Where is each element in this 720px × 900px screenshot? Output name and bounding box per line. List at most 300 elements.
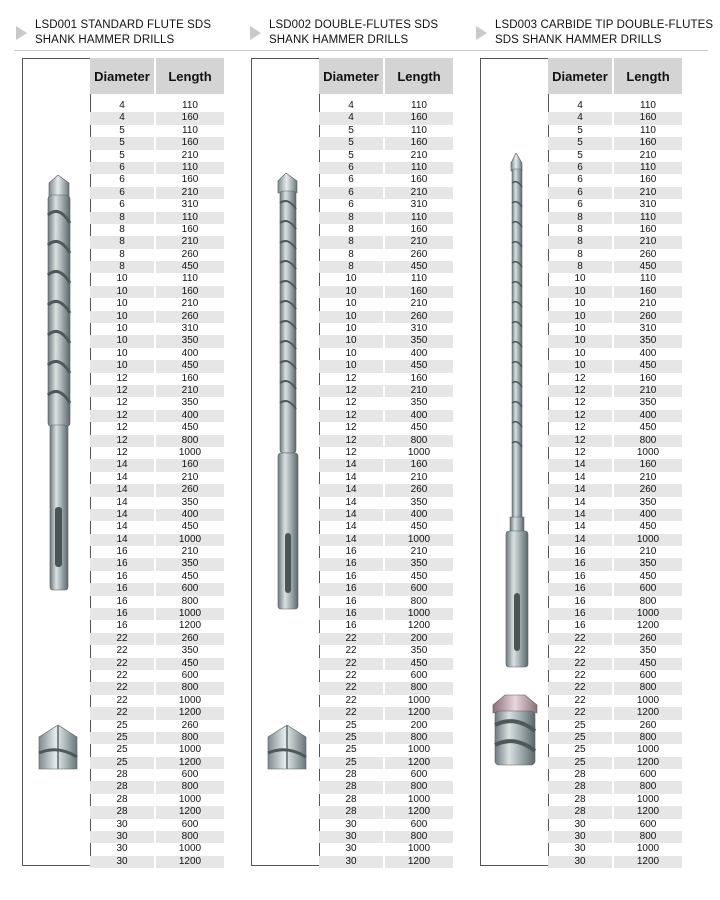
length-cell: 350: [181, 496, 199, 508]
table-row: [548, 422, 682, 434]
length-cell: 1000: [614, 534, 682, 546]
title-line-1: LSD001 STANDARD FLUTE SDS: [35, 19, 212, 31]
table-row: [548, 447, 682, 459]
table-row: [319, 658, 453, 670]
length-cell: 200: [385, 633, 453, 645]
length-cell: 450: [639, 521, 657, 533]
diameter-cell: 14: [574, 471, 586, 483]
diameter-cell: 25: [116, 719, 128, 731]
diameter-cell: 16: [90, 608, 154, 620]
length-cell: 210: [385, 187, 453, 199]
diameter-cell: 10: [90, 286, 154, 298]
diameter-cell: 5: [119, 149, 125, 161]
length-cell: 400: [156, 509, 224, 521]
diameter-cell: 22: [116, 669, 128, 681]
diameter-cell: 6: [548, 162, 612, 174]
length-cell: 210: [181, 471, 199, 483]
length-cell: 1200: [614, 806, 682, 818]
table-row: [548, 373, 682, 385]
length-cell: 600: [410, 818, 428, 830]
table-row: [548, 273, 682, 285]
diameter-cell: 16: [548, 583, 612, 595]
length-cell: 800: [614, 781, 682, 793]
diameter-cell: 5: [577, 149, 583, 161]
diameter-cell: 8: [90, 236, 154, 248]
length-cell: 310: [639, 323, 657, 335]
diameter-cell: 25: [345, 719, 357, 731]
diameter-cell: 4: [348, 100, 354, 111]
table-row: [548, 360, 682, 372]
diameter-cell: 10: [548, 335, 612, 347]
table-row: [90, 447, 224, 459]
length-cell: 800: [181, 595, 199, 607]
diameter-cell: 10: [319, 335, 383, 347]
table-row: [90, 249, 224, 261]
length-cell: 210: [410, 546, 428, 558]
triangle-bullet-icon: [476, 26, 487, 40]
table-row: [548, 546, 682, 558]
table-row: [548, 658, 682, 670]
length-cell: 800: [156, 781, 224, 793]
length-cell: 210: [410, 298, 428, 310]
diameter-cell: 28: [90, 806, 154, 818]
diameter-cell: 16: [116, 570, 128, 582]
table-row: [548, 385, 682, 397]
table-row: [319, 435, 453, 447]
table-row: [90, 732, 224, 744]
table-body: [90, 100, 224, 868]
length-cell: 600: [639, 669, 657, 681]
title-text: [269, 18, 438, 48]
diameter-cell: 12: [345, 372, 357, 384]
length-cell: 600: [385, 583, 453, 595]
table-row: [319, 459, 453, 471]
length-cell: 110: [640, 124, 656, 136]
table-row: [90, 459, 224, 471]
diameter-cell: 10: [574, 273, 586, 285]
table-row: [90, 125, 224, 137]
length-cell: 1000: [636, 744, 660, 756]
table-row: [319, 298, 453, 310]
length-cell: 310: [410, 323, 428, 335]
length-cell: 1200: [385, 856, 453, 868]
length-cell: 210: [639, 298, 657, 310]
diameter-cell: 22: [116, 645, 128, 657]
diameter-cell: 30: [116, 843, 128, 855]
length-cell: 1000: [636, 843, 660, 855]
drill-tip-closeup-image: [35, 723, 81, 773]
length-cell: 210: [181, 298, 199, 310]
table-row: [90, 583, 224, 595]
length-cell: 260: [181, 248, 199, 260]
table-row: [548, 509, 682, 521]
diameter-cell: 8: [577, 223, 583, 235]
table-row: [319, 472, 453, 484]
diameter-cell: 12: [574, 422, 586, 434]
table-row: [548, 757, 682, 769]
table-row: [319, 249, 453, 261]
table-row: [90, 385, 224, 397]
diameter-cell: 14: [345, 471, 357, 483]
table-row: [319, 311, 453, 323]
table-row: [90, 410, 224, 422]
length-cell: 400: [156, 410, 224, 422]
length-cell: 450: [410, 570, 428, 582]
diameter-cell: 16: [345, 595, 357, 607]
header-diameter: Diameter: [319, 58, 383, 94]
table-row: [548, 162, 682, 174]
length-cell: 600: [181, 818, 199, 830]
length-cell: 450: [156, 360, 224, 372]
diameter-cell: 14: [319, 509, 383, 521]
diameter-cell: 10: [90, 311, 154, 323]
header-length: Length: [156, 58, 224, 94]
length-cell: 1200: [178, 620, 202, 632]
diameter-cell: 8: [548, 261, 612, 273]
table-row: [548, 732, 682, 744]
table-row: [319, 781, 453, 793]
table-row: [548, 435, 682, 447]
diameter-cell: 10: [319, 311, 383, 323]
diameter-cell: 6: [348, 199, 354, 211]
diameter-cell: 25: [319, 732, 383, 744]
diameter-cell: 5: [90, 137, 154, 149]
diameter-cell: 4: [577, 100, 583, 111]
table-row: [319, 422, 453, 434]
length-cell: 260: [410, 248, 428, 260]
length-cell: 1000: [156, 534, 224, 546]
title-line-1: LSD002 DOUBLE-FLUTES SDS: [269, 19, 439, 31]
triangle-bullet-icon: [250, 26, 261, 40]
diameter-cell: 25: [90, 757, 154, 769]
table-row: [548, 720, 682, 732]
length-cell: 160: [639, 174, 657, 186]
table-row: [319, 732, 453, 744]
length-cell: 110: [156, 212, 224, 224]
length-cell: 800: [614, 682, 682, 694]
diameter-cell: 22: [319, 707, 383, 719]
header-length: Length: [614, 58, 682, 94]
diameter-cell: 14: [319, 459, 383, 471]
diameter-cell: 10: [548, 286, 612, 298]
spec-table-lsd002: [319, 58, 453, 868]
length-cell: 800: [385, 732, 453, 744]
table-row: [90, 472, 224, 484]
table-row: [319, 273, 453, 285]
diameter-cell: 25: [574, 744, 586, 756]
table-row: [548, 670, 682, 682]
diameter-cell: 16: [90, 583, 154, 595]
length-cell: 160: [410, 174, 428, 186]
spec-table-lsd003: [548, 58, 682, 868]
diameter-cell: 5: [348, 124, 354, 136]
diameter-cell: 22: [319, 682, 383, 694]
diameter-cell: 12: [319, 435, 383, 447]
diameter-cell: 22: [574, 669, 586, 681]
diameter-cell: 14: [116, 521, 128, 533]
diameter-cell: 6: [119, 174, 125, 186]
diameter-cell: 22: [548, 682, 612, 694]
diameter-cell: 14: [90, 509, 154, 521]
diameter-cell: 10: [319, 360, 383, 372]
length-cell: 400: [639, 347, 657, 359]
table-row: [90, 224, 224, 236]
table-row: [90, 806, 224, 818]
table-row: [319, 125, 453, 137]
table-row: [548, 707, 682, 719]
length-cell: 260: [156, 484, 224, 496]
table-row: [548, 311, 682, 323]
length-cell: 450: [181, 422, 199, 434]
length-cell: 1200: [614, 757, 682, 769]
length-cell: 350: [614, 335, 682, 347]
table-row: [319, 447, 453, 459]
length-cell: 400: [181, 347, 199, 359]
table-row: [548, 843, 682, 855]
diameter-cell: 22: [116, 694, 128, 706]
diameter-cell: 28: [548, 806, 612, 818]
table-row: [90, 497, 224, 509]
diameter-cell: 14: [90, 459, 154, 471]
length-cell: 310: [410, 199, 428, 211]
table-row: [319, 224, 453, 236]
diameter-cell: 22: [90, 707, 154, 719]
length-cell: 800: [385, 435, 453, 447]
table-row: [319, 831, 453, 843]
diameter-cell: 10: [116, 347, 128, 359]
length-cell: 110: [182, 124, 198, 136]
table-row: [548, 645, 682, 657]
carbide-tip-closeup-image: [487, 691, 543, 767]
diameter-cell: 4: [548, 112, 612, 124]
table-row: [319, 261, 453, 273]
table-row: [319, 199, 453, 211]
length-cell: 1000: [407, 793, 431, 805]
diameter-cell: 8: [548, 212, 612, 224]
title-line-1: LSD003 CARBIDE TIP DOUBLE-FLUTES: [495, 19, 714, 31]
table-header: [319, 58, 453, 94]
length-cell: 200: [410, 719, 428, 731]
diameter-cell: 8: [319, 212, 383, 224]
diameter-cell: 16: [574, 620, 586, 632]
length-cell: 1000: [385, 608, 453, 620]
diameter-cell: 12: [116, 446, 128, 458]
table-row: [90, 819, 224, 831]
drill-bit-double-flute-image: [268, 173, 306, 613]
length-cell: 800: [156, 831, 224, 843]
table-row: [548, 856, 682, 868]
table-row: [548, 397, 682, 409]
diameter-cell: 14: [574, 496, 586, 508]
length-cell: 160: [614, 112, 682, 124]
diameter-cell: 6: [548, 187, 612, 199]
diameter-cell: 22: [574, 694, 586, 706]
length-cell: 800: [639, 595, 657, 607]
diameter-cell: 22: [319, 658, 383, 670]
diameter-cell: 6: [90, 162, 154, 174]
table-row: [90, 571, 224, 583]
diameter-cell: 8: [119, 223, 125, 235]
table-row: [319, 843, 453, 855]
product-image-frame-lsd003: [480, 58, 549, 866]
diameter-cell: 28: [116, 769, 128, 781]
length-cell: 210: [410, 471, 428, 483]
diameter-cell: 25: [116, 744, 128, 756]
table-row: [90, 608, 224, 620]
diameter-cell: 14: [90, 484, 154, 496]
diameter-cell: 16: [574, 546, 586, 558]
length-cell: 1000: [636, 446, 660, 458]
length-cell: 600: [410, 769, 428, 781]
length-cell: 350: [156, 335, 224, 347]
length-cell: 350: [181, 397, 199, 409]
table-row: [90, 546, 224, 558]
table-row: [90, 658, 224, 670]
diameter-cell: 22: [90, 682, 154, 694]
table-row: [90, 199, 224, 211]
table-row: [90, 484, 224, 496]
table-row: [319, 397, 453, 409]
table-row: [90, 112, 224, 124]
diameter-cell: 10: [345, 273, 357, 285]
length-cell: 350: [156, 558, 224, 570]
table-row: [90, 843, 224, 855]
table-row: [319, 323, 453, 335]
table-row: [319, 819, 453, 831]
length-cell: 160: [181, 223, 199, 235]
table-row: [548, 620, 682, 632]
diameter-cell: 12: [90, 410, 154, 422]
diameter-cell: 6: [348, 174, 354, 186]
table-header: [548, 58, 682, 94]
length-cell: 450: [639, 570, 657, 582]
drill-tip-closeup-image: [264, 723, 310, 773]
diameter-cell: 25: [574, 719, 586, 731]
length-cell: 1000: [636, 694, 660, 706]
table-row: [90, 212, 224, 224]
diameter-cell: 16: [116, 546, 128, 558]
table-row: [90, 174, 224, 186]
table-row: [548, 224, 682, 236]
length-cell: 160: [385, 137, 453, 149]
length-cell: 450: [181, 570, 199, 582]
diameter-cell: 30: [345, 843, 357, 855]
diameter-cell: 10: [548, 360, 612, 372]
length-cell: 600: [614, 583, 682, 595]
length-cell: 160: [156, 459, 224, 471]
length-cell: 1200: [385, 757, 453, 769]
table-row: [548, 571, 682, 583]
length-cell: 110: [640, 273, 656, 285]
table-row: [90, 187, 224, 199]
product-image-frame-lsd002: [251, 58, 320, 866]
diameter-cell: 30: [548, 856, 612, 868]
table-row: [548, 583, 682, 595]
title-text: [35, 18, 211, 48]
diameter-cell: 14: [319, 484, 383, 496]
table-row: [548, 819, 682, 831]
diameter-cell: 30: [319, 856, 383, 868]
length-cell: 1000: [178, 694, 202, 706]
diameter-cell: 30: [574, 843, 586, 855]
table-row: [548, 558, 682, 570]
diameter-cell: 8: [90, 261, 154, 273]
length-cell: 1000: [407, 843, 431, 855]
table-row: [319, 112, 453, 124]
table-row: [548, 682, 682, 694]
length-cell: 110: [640, 100, 656, 111]
table-row: [90, 100, 224, 112]
length-cell: 450: [614, 658, 682, 670]
table-row: [548, 794, 682, 806]
diameter-cell: 6: [90, 187, 154, 199]
diameter-cell: 22: [548, 707, 612, 719]
table-row: [548, 298, 682, 310]
length-cell: 110: [156, 162, 224, 174]
diameter-cell: 22: [548, 658, 612, 670]
table-row: [90, 695, 224, 707]
length-cell: 260: [639, 248, 657, 260]
table-row: [90, 323, 224, 335]
diameter-cell: 8: [548, 236, 612, 248]
diameter-cell: 12: [116, 372, 128, 384]
table-row: [90, 335, 224, 347]
diameter-cell: 16: [345, 570, 357, 582]
table-row: [319, 174, 453, 186]
length-cell: 110: [411, 124, 427, 136]
length-cell: 210: [614, 385, 682, 397]
length-cell: 400: [410, 347, 428, 359]
length-cell: 1200: [156, 806, 224, 818]
diameter-cell: 5: [119, 124, 125, 136]
length-cell: 110: [385, 212, 453, 224]
length-cell: 400: [614, 410, 682, 422]
table-row: [90, 781, 224, 793]
table-row: [319, 497, 453, 509]
length-cell: 450: [385, 658, 453, 670]
table-row: [90, 769, 224, 781]
diameter-cell: 8: [319, 236, 383, 248]
diameter-cell: 28: [319, 781, 383, 793]
table-row: [90, 348, 224, 360]
length-cell: 260: [385, 311, 453, 323]
length-cell: 350: [639, 496, 657, 508]
length-cell: 1000: [636, 793, 660, 805]
diameter-cell: 10: [345, 347, 357, 359]
diameter-cell: 12: [345, 397, 357, 409]
diameter-cell: 12: [574, 397, 586, 409]
table-row: [548, 769, 682, 781]
table-body: [319, 100, 453, 868]
length-cell: 800: [385, 831, 453, 843]
table-row: [319, 100, 453, 112]
diameter-cell: 14: [116, 496, 128, 508]
diameter-cell: 5: [319, 137, 383, 149]
table-row: [90, 720, 224, 732]
table-row: [548, 472, 682, 484]
table-row: [548, 236, 682, 248]
length-cell: 450: [385, 360, 453, 372]
table-row: [319, 162, 453, 174]
diameter-cell: 8: [348, 223, 354, 235]
table-row: [90, 757, 224, 769]
diameter-cell: 16: [548, 558, 612, 570]
length-cell: 160: [385, 112, 453, 124]
length-cell: 800: [614, 435, 682, 447]
table-row: [548, 335, 682, 347]
length-cell: 1000: [385, 534, 453, 546]
table-row: [90, 831, 224, 843]
